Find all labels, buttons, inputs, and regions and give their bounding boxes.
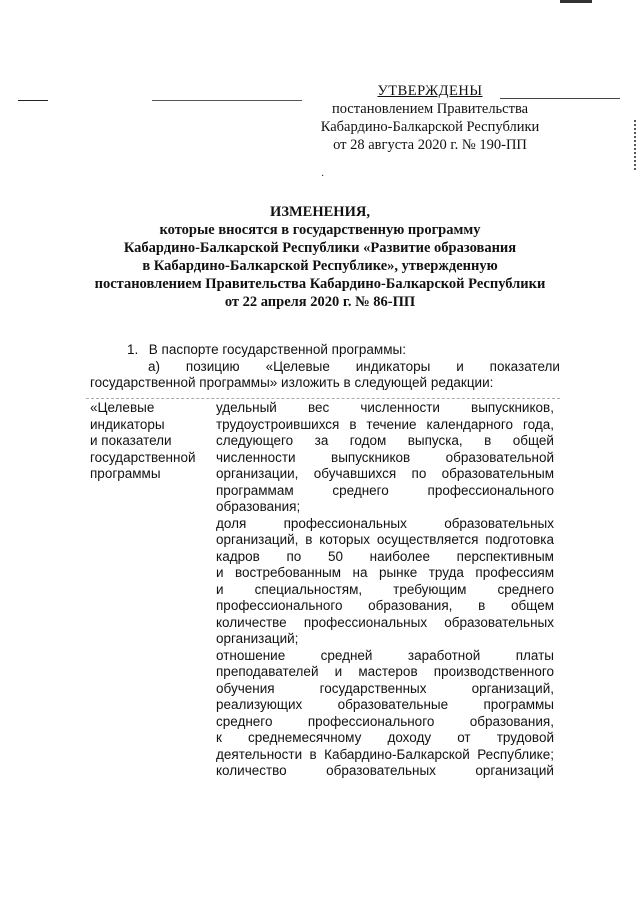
item-1-text: В паспорте государственной программы:: [148, 342, 406, 357]
right-cell-word: средней: [320, 647, 373, 663]
right-cell-line: [216, 483, 554, 500]
right-cell-word: образования;: [216, 499, 301, 514]
right-cell-line: [216, 598, 554, 615]
passport-left-column: [90, 400, 208, 483]
right-cell-word: образовательной: [445, 449, 554, 465]
right-cell-word: доходу: [387, 730, 432, 745]
right-cell-word: 50: [327, 548, 343, 564]
right-cell-word: профессиональных: [303, 614, 428, 630]
item-1-number: 1.: [127, 342, 139, 357]
right-cell-line: [216, 697, 554, 714]
right-cell-word: в: [478, 598, 486, 613]
right-cell-line: [216, 763, 554, 780]
item-a-word: «Целевые: [265, 358, 330, 374]
right-cell-word: образования,: [469, 713, 554, 729]
right-cell-word: труда: [428, 565, 464, 580]
body-text: [90, 342, 560, 392]
right-cell-word: течение: [366, 416, 417, 432]
right-cell-word: которых: [319, 532, 371, 547]
right-cell-word: среднего: [497, 581, 554, 597]
approval-block: [300, 82, 560, 154]
title-line-1: ИЗМЕНЕНИЯ,: [270, 204, 370, 220]
item-a-word: индикаторы: [355, 358, 431, 374]
right-cell-word: образования,: [368, 598, 453, 613]
right-cell-line: [216, 549, 554, 566]
right-cell-word: рынке: [378, 565, 418, 580]
title-line-5: постановлением Правительства Кабардино-Балкарской Республики: [94, 276, 546, 292]
right-cell-line: [216, 615, 554, 632]
right-cell-word: платы: [515, 647, 554, 663]
right-cell-word: за: [314, 433, 329, 448]
right-cell-word: трудовой: [496, 730, 554, 745]
right-cell-line: [216, 433, 554, 450]
right-cell-word: следующего: [216, 433, 294, 448]
right-cell-word: численности: [216, 449, 296, 465]
item-a-word: а): [148, 358, 161, 374]
right-cell-word: реализующих: [216, 697, 303, 712]
right-cell-line: [216, 565, 554, 582]
item-1: [90, 342, 560, 359]
right-cell-word: организаций,: [216, 532, 299, 547]
right-cell-word: образовательные: [337, 697, 449, 712]
table-separator: [86, 398, 560, 399]
right-cell-word: профессионального: [427, 482, 554, 498]
approval-line-3: от 28 августа 2020 г. № 190-ПП: [333, 137, 527, 153]
right-cell-word: годом: [349, 433, 387, 448]
right-cell-word: доля: [216, 515, 247, 531]
right-cell-line: [216, 648, 554, 665]
document-title: [60, 203, 580, 311]
right-cell-word: выпускников: [331, 449, 411, 465]
right-cell-word: по: [286, 548, 302, 564]
right-cell-word: профессиям: [475, 565, 554, 580]
right-cell-word: производственного: [433, 664, 554, 679]
right-cell-word: требующим: [393, 581, 467, 597]
right-cell-word: количестве: [216, 614, 287, 630]
stray-dot: ·: [321, 171, 325, 182]
right-cell-word: выпуска,: [407, 433, 463, 448]
approval-line-2: Кабардино-Балкарской Республики: [320, 119, 540, 135]
right-cell-word: удельный: [216, 400, 277, 415]
right-cell-line: [216, 466, 554, 483]
right-cell-word: востребованным: [235, 565, 342, 580]
right-cell-line: [216, 582, 554, 599]
right-cell-word: профессионального: [307, 713, 435, 729]
right-cell-word: в: [309, 746, 317, 762]
left-cell-line: индикаторы: [90, 416, 165, 432]
right-cell-word: обучавшихся: [313, 466, 397, 481]
left-cell-line: и показатели: [90, 433, 172, 448]
right-cell-word: образовательных: [444, 614, 554, 630]
item-a-line-1: [90, 359, 560, 376]
right-cell-word: численности: [360, 400, 440, 415]
right-cell-word: выпускников,: [471, 400, 554, 415]
left-cell-line: государственной: [90, 449, 196, 465]
right-cell-word: от: [457, 730, 471, 745]
right-cell-word: преподавателей: [216, 664, 319, 679]
right-cell-word: подготовка: [485, 532, 554, 547]
title-line-3: Кабардино-Балкарской Республики «Развитие образования: [123, 240, 517, 256]
right-cell-word: и: [334, 664, 343, 679]
right-cell-word: Кабардино-Балкарской: [324, 746, 470, 762]
right-cell-word: трудоустроившихся: [216, 416, 340, 432]
passport-right-column: [216, 400, 554, 780]
right-cell-word: образовательным: [441, 466, 554, 481]
right-cell-word: программы: [483, 697, 554, 712]
right-cell-word: в: [349, 416, 357, 432]
right-cell-word: заработной: [407, 647, 481, 663]
right-cell-word: общем: [511, 598, 554, 613]
right-cell-word: общей: [512, 433, 554, 448]
right-cell-word: программам: [216, 482, 294, 498]
right-cell-word: в: [305, 532, 313, 547]
right-cell-word: кадров: [216, 548, 260, 564]
title-line-6: от 22 апреля 2020 г. № 86-ПП: [224, 294, 416, 310]
right-cell-word: профессионального: [216, 598, 343, 613]
right-cell-word: мастеров: [358, 664, 418, 679]
right-cell-word: среднего: [332, 482, 389, 498]
right-cell-word: и: [216, 565, 224, 580]
right-cell-word: среднемесячному: [248, 730, 362, 745]
right-cell-word: отношение: [216, 647, 286, 663]
right-cell-word: к: [216, 730, 222, 745]
right-cell-word: вес: [307, 400, 330, 415]
margin-mark: [634, 120, 638, 170]
right-cell-word: организаций,: [471, 680, 554, 696]
right-cell-word: перспективным: [456, 548, 554, 564]
right-cell-word: организаций: [475, 763, 554, 778]
header-rule-middle: [152, 100, 302, 101]
item-a-word: позицию: [185, 358, 240, 374]
right-cell-line: [216, 681, 554, 698]
item-a-word: показатели: [489, 358, 560, 374]
right-cell-line: [216, 714, 554, 731]
right-cell-word: календарного: [426, 416, 514, 432]
right-cell-word: наиболее: [369, 548, 430, 564]
right-cell-word: организаций;: [216, 631, 299, 646]
right-cell-line: [216, 532, 554, 549]
right-cell-word: среднего: [216, 713, 273, 729]
approval-line-1: постановлением Правительства: [331, 101, 529, 117]
right-cell-line: [216, 516, 554, 533]
right-cell-word: и: [216, 581, 224, 597]
right-cell-word: года,: [522, 416, 554, 432]
right-cell-word: специальностям,: [254, 581, 363, 597]
right-cell-word: обучения: [216, 680, 275, 696]
right-cell-word: образовательных: [326, 763, 436, 778]
approval-header: УТВЕРЖДЕНЫ: [377, 83, 483, 99]
right-cell-word: по: [411, 466, 427, 481]
right-cell-word: организации,: [216, 466, 299, 481]
right-cell-word: государственных: [319, 680, 427, 696]
right-cell-word: Республике;: [477, 746, 554, 762]
right-cell-word: на: [352, 565, 368, 580]
title-line-4: в Кабардино-Балкарской Республике», утвержденную: [142, 258, 498, 274]
right-cell-line: [216, 417, 554, 434]
right-cell-line: [216, 450, 554, 467]
item-a-line-2: государственной программы» изложить в следующей редакции:: [90, 375, 494, 390]
right-cell-line: [216, 400, 554, 417]
right-cell-word: деятельности: [216, 746, 303, 762]
right-cell-line: [216, 664, 554, 681]
right-cell-line: [216, 747, 554, 764]
right-cell-word: профессиональных: [283, 515, 407, 531]
right-cell-word: образовательных: [444, 515, 554, 531]
item-a-word: и: [456, 358, 464, 374]
right-cell-word: осуществляется: [376, 532, 479, 547]
right-cell-line: [216, 631, 554, 648]
right-cell-word: в: [484, 433, 492, 448]
right-cell-line: [216, 730, 554, 747]
right-cell-line: [216, 499, 554, 516]
top-edge-mark: [560, 0, 592, 3]
left-cell-line: «Целевые: [90, 400, 155, 415]
left-cell-line: программы: [90, 466, 161, 481]
header-rule-left: [18, 100, 48, 101]
right-cell-word: количество: [216, 763, 287, 778]
title-line-2: которые вносятся в государственную программу: [159, 222, 481, 238]
